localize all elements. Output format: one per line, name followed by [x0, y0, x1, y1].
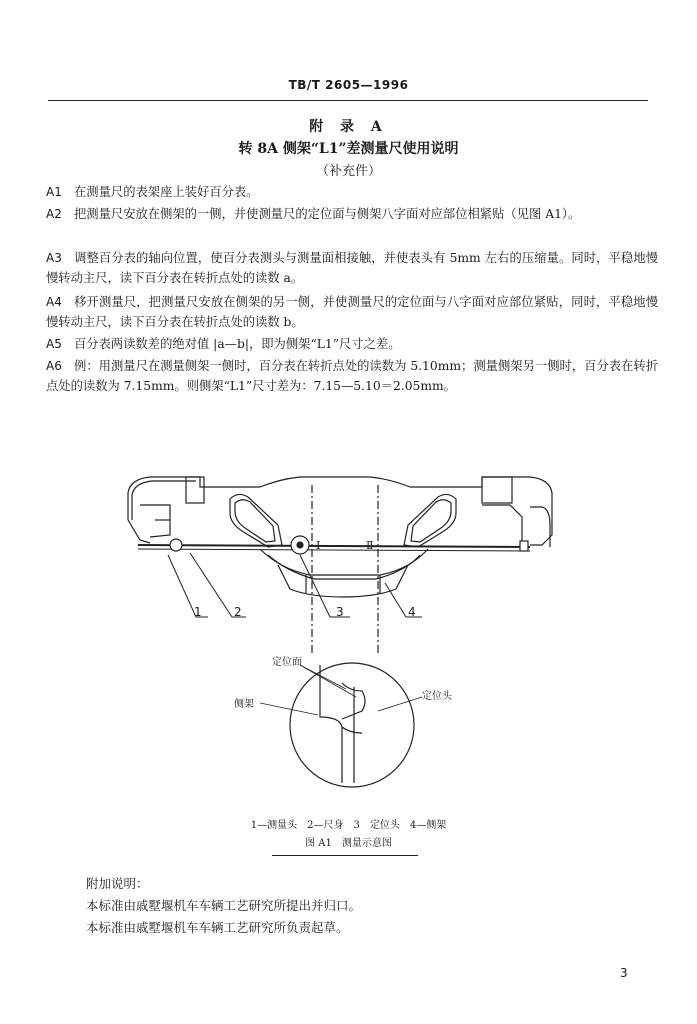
paragraph-text: 百分表两读数差的绝对值 |a—b|，即为侧架“L1”尺寸之差。	[74, 337, 401, 351]
document-subtitle: （补充件）	[315, 164, 381, 179]
side-frame-drawing	[128, 477, 552, 597]
paragraph-text: 移开测量尺，把测量尺安放在侧架的另一侧，并使测量尺的定位面与八字面对应部位紧贴，同时，平稳地慢慢转动主尺，读下百分表在转折点处的读数 b。	[46, 295, 658, 329]
page-number: 3	[620, 966, 628, 980]
paragraph-a4	[46, 292, 658, 332]
header-rule	[48, 100, 648, 101]
measurement-diagram	[110, 465, 580, 805]
detail-leaders	[260, 665, 422, 715]
label-locating-face: 定位面	[272, 657, 302, 668]
leader-lines	[168, 553, 422, 617]
paragraph-a2	[46, 204, 658, 224]
page-header: TB/T 2605—1996	[288, 78, 409, 92]
label-locating-head: 定位头	[422, 691, 452, 702]
paragraph-label: A6	[46, 359, 62, 373]
note-title: 附加说明：	[86, 876, 149, 891]
paragraph-a3	[46, 248, 658, 288]
paragraph-a1	[46, 182, 658, 202]
callout-4: 4	[408, 605, 416, 619]
document-title: 转 8A 侧架“L1”差测量尺使用说明	[238, 141, 459, 157]
paragraph-text: 把测量尺安放在侧架的一侧，并使测量尺的定位面与侧架八字面对应部位相紧贴（见图 A1）。	[74, 207, 581, 221]
paragraph-label: A3	[46, 251, 62, 265]
figure-caption: 图 A1 测量示意图	[305, 838, 392, 849]
callout-2: 2	[234, 605, 242, 619]
measuring-ruler	[138, 545, 530, 551]
dashed-lines	[312, 485, 378, 655]
paragraph-text: 在测量尺的表架座上装好百分表。	[74, 185, 259, 199]
callout-3: 3	[336, 605, 344, 619]
note-line: 本标准由戚墅堰机车车辆工艺研究所提出并归口。	[86, 898, 362, 913]
paragraph-label: A4	[46, 295, 62, 309]
note-line: 本标准由戚墅堰机车车辆工艺研究所负责起草。	[86, 920, 349, 935]
paragraph-text: 例：用测量尺在测量侧架一侧时，百分表在转折点处的读数为 5.10mm；测量侧架另一侧时，百分表在转折点处的读数为 7.15mm。则侧架“L1”尺寸差为：7.15—5.10＝2.05mm。	[46, 359, 658, 393]
paragraph-label: A1	[46, 185, 62, 199]
paragraph-a6	[46, 356, 658, 396]
paragraph-label: A2	[46, 207, 62, 221]
label-side-frame: 侧架	[234, 699, 254, 710]
paragraph-text: 调整百分表的轴向位置，使百分表测头与测量面相接触，并使表头有 5mm 左右的压缩量。同时，平稳地慢慢转动主尺，读下百分表在转折点处的读数 a。	[46, 251, 658, 285]
paragraph-a5	[46, 334, 658, 354]
appendix-title: 附 录 A	[309, 119, 388, 135]
roman-mark-1: Ⅰ	[316, 539, 321, 552]
detail-view	[290, 663, 414, 787]
caption-rule	[272, 855, 418, 856]
callout-1: 1	[194, 605, 202, 619]
paragraph-label: A5	[46, 337, 62, 351]
roman-mark-2: Ⅱ	[366, 539, 374, 552]
figure-legend: 1—测量头 2—尺身 3 定位头 4—侧架	[250, 820, 447, 831]
